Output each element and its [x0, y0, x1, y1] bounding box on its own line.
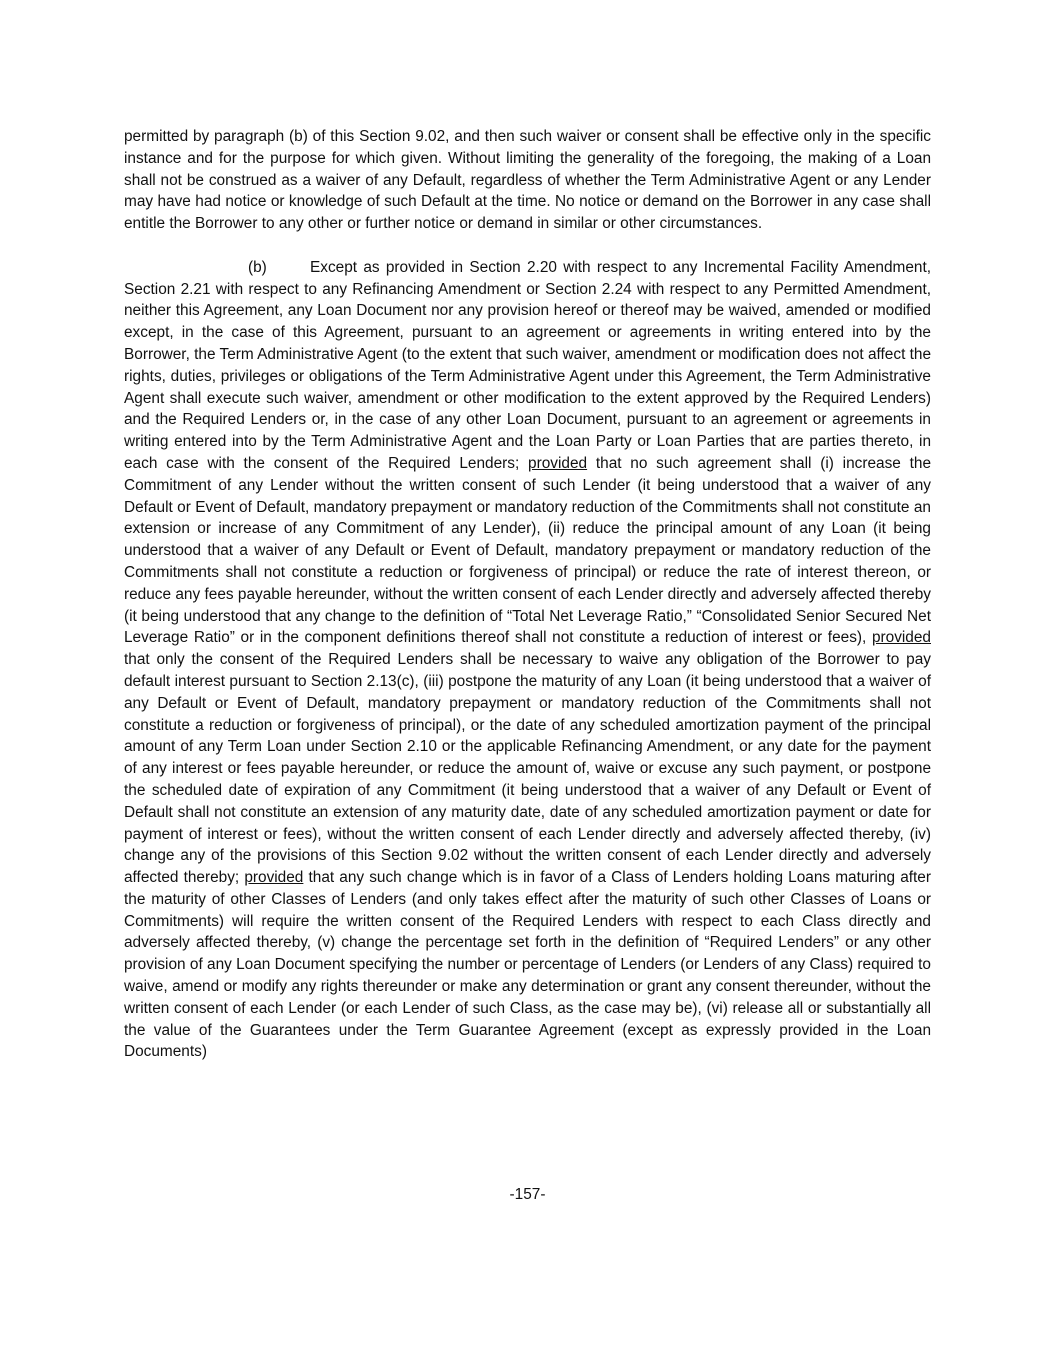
paragraph-a-continuation: permitted by paragraph (b) of this Section 9.02, and then such waiver or consent shall be effective only in the specific instance and for the purpose for which given. Without limiting the generality of the foregoing, the making of a Loan shall not be construed as a waiver of any Default, regardless of whether the Term Administrative Agent or any Lender may have had notice or knowledge of such Default at the time. No notice or demand on the Borrower in any case shall entitle the Borrower to any other or further notice or demand in similar or other circumstances. — [124, 128, 931, 233]
paragraph-b-text-1: Except as provided in Section 2.20 with respect to any Incremental Facility Amendment, Section 2.21 with respect to any Refinancing Amendment or Section 2.24 with respect to any Permitted Amendment, neither this Agreement, any Loan Document nor any provision hereof or thereof may be waived, amended or modified except, in the case of this Agreement, pursuant to an agreement or agreements in writing entered into by the Borrower, the Term Administrative Agent (to the extent that such waiver, amendment or modification does not affect the rights, duties, privileges or obligations of the Term Administrative Agent under this Agreement, the Term Administrative Agent shall execute such waiver, amendment or other modification to the extent approved by the Required Lenders) and the Required Lenders or, in the case of any other Loan Document, pursuant to an agreement or agreements in writing entered into by the Term Administrative Agent and the Loan Party or Loan Parties that are parties thereto, in each case with the consent of the Required Lenders; — [124, 258, 932, 472]
provided-term-1: provided — [528, 454, 588, 472]
paragraph-b-text-3: that only the consent of the Required Lenders shall be necessary to waive any obligation of the Borrower to pay default interest pursuant to Section 2.13(c), (iii) postpone the maturity of any Loan (it being understood that a waiver of any Default or Event of Default, mandatory prepayment or mandatory reduction of the Commitments shall not constitute a reduction or forgiveness of principal), or the date of any scheduled amortization payment of the principal amount of any Term Loan under Section 2.10 or the applicable Refinancing Amendment, or any date for the payment of any interest or fees payable hereunder, or reduce the amount of, waive or excuse any such payment, or postpone the scheduled date of expiration of any Commitment (it being understood that a waiver of any Default or Event of Default shall not constitute an extension of any maturity date, date of any scheduled amortization payment or date for payment of interest or fees), without the written consent of each Lender directly and adversely affected thereby, (iv) change any of the provisions of this Section 9.02 without the written consent of each Lender directly and adversely affected thereby; — [124, 651, 931, 887]
document-body — [124, 126, 931, 1063]
page-number: -157- — [509, 1186, 546, 1203]
paragraph-b-text-4: that any such change which is in favor of a Class of Lenders holding Loans maturing after the maturity of other Classes of Lenders (and only takes effect after the maturity of such other Classes of Loans or Commitments) will require the written consent of the Required Lenders with respect to each Class directly and adversely affected thereby, (v) change the percentage set forth in the definition of “Required Lenders” or any other provision of any Loan Document specifying the number or percentage of Lenders (or Lenders of any Class) required to waive, amend or modify any rights thereunder or make any determination or grant any consent thereunder, without the written consent of each Lender (or each Lender of such Class, as the case may be), (vi) release all or substantially all the value of the Guarantees under the Term Guarantee Agreement (except as expressly provided in the Loan Documents) — [124, 869, 931, 1061]
provided-term-3: provided — [244, 869, 304, 887]
paragraph-b — [124, 257, 931, 1063]
paragraph-b-label: (b) — [248, 258, 267, 276]
paragraph-b-text-2: that no such agreement shall (i) increase the Commitment of any Lender without the written consent of such Lender (it being understood that a waiver of any Default or Event of Default, mandatory prepayment or mandatory reduction of the Commitments shall not constitute an extension or increase of any Commitment of any Lender), (ii) reduce the principal amount of any Loan (it being understood that a waiver of any Default or Event of Default, mandatory prepayment or mandatory reduction of the Commitments shall not constitute a reduction or forgiveness of principal) or reduce the rate of interest thereon, or reduce any fees payable hereunder, without the written consent of each Lender directly and adversely affected thereby (it being understood that any change to the definition of “Total Net Leverage Ratio,” “Consolidated Senior Secured Net Leverage Ratio” or in the component definitions thereof shall not constitute a reduction of interest or fees), — [124, 454, 931, 647]
provided-term-2: provided — [871, 629, 931, 647]
